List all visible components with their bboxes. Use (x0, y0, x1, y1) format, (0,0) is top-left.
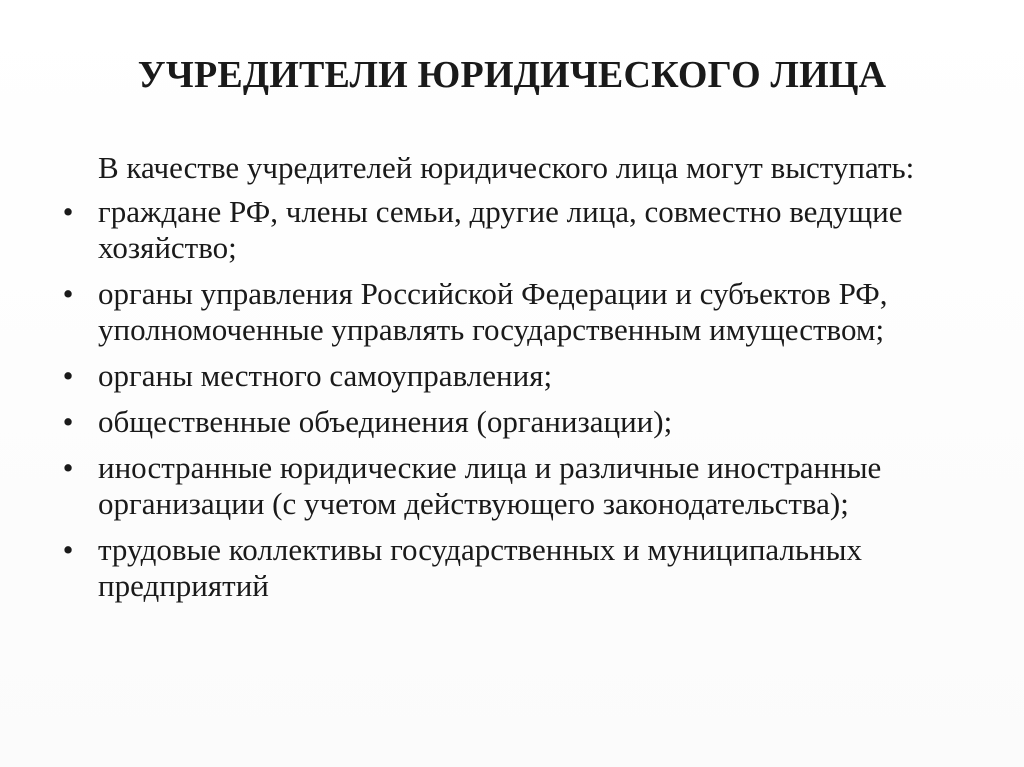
slide-title: УЧРЕДИТЕЛИ ЮРИДИЧЕСКОГО ЛИЦА (137, 54, 887, 96)
list-item-text: иностранные юридические лица и различные иностранные организации (с учетом действующего законодательства); (98, 450, 882, 521)
bullet-icon: • (62, 404, 74, 439)
slide-content (62, 150, 978, 614)
list-item (62, 450, 978, 522)
list-item (62, 358, 978, 394)
founders-list (62, 194, 978, 604)
list-item-text: граждане РФ, члены семьи, другие лица, совместно ведущие хозяйство; (98, 194, 903, 265)
list-item-text: общественные объединения (организации); (98, 404, 673, 439)
bullet-icon: • (62, 450, 74, 485)
list-item (62, 404, 978, 440)
list-item-text: органы местного самоуправления; (98, 358, 553, 393)
intro-text: В качестве учредителей юридического лица могут выступать: (98, 150, 915, 185)
list-item (62, 532, 978, 604)
list-item (62, 276, 978, 348)
bullet-icon: • (62, 194, 74, 229)
bullet-icon: • (62, 358, 74, 393)
list-item (62, 194, 978, 266)
list-item-text: органы управления Российской Федерации и субъектов РФ, уполномоченные управлять государственным имуществом; (98, 276, 888, 347)
list-item-text: трудовые коллективы государственных и муниципальных предприятий (98, 532, 862, 603)
bullet-icon: • (62, 276, 74, 311)
bullet-icon: • (62, 532, 74, 567)
